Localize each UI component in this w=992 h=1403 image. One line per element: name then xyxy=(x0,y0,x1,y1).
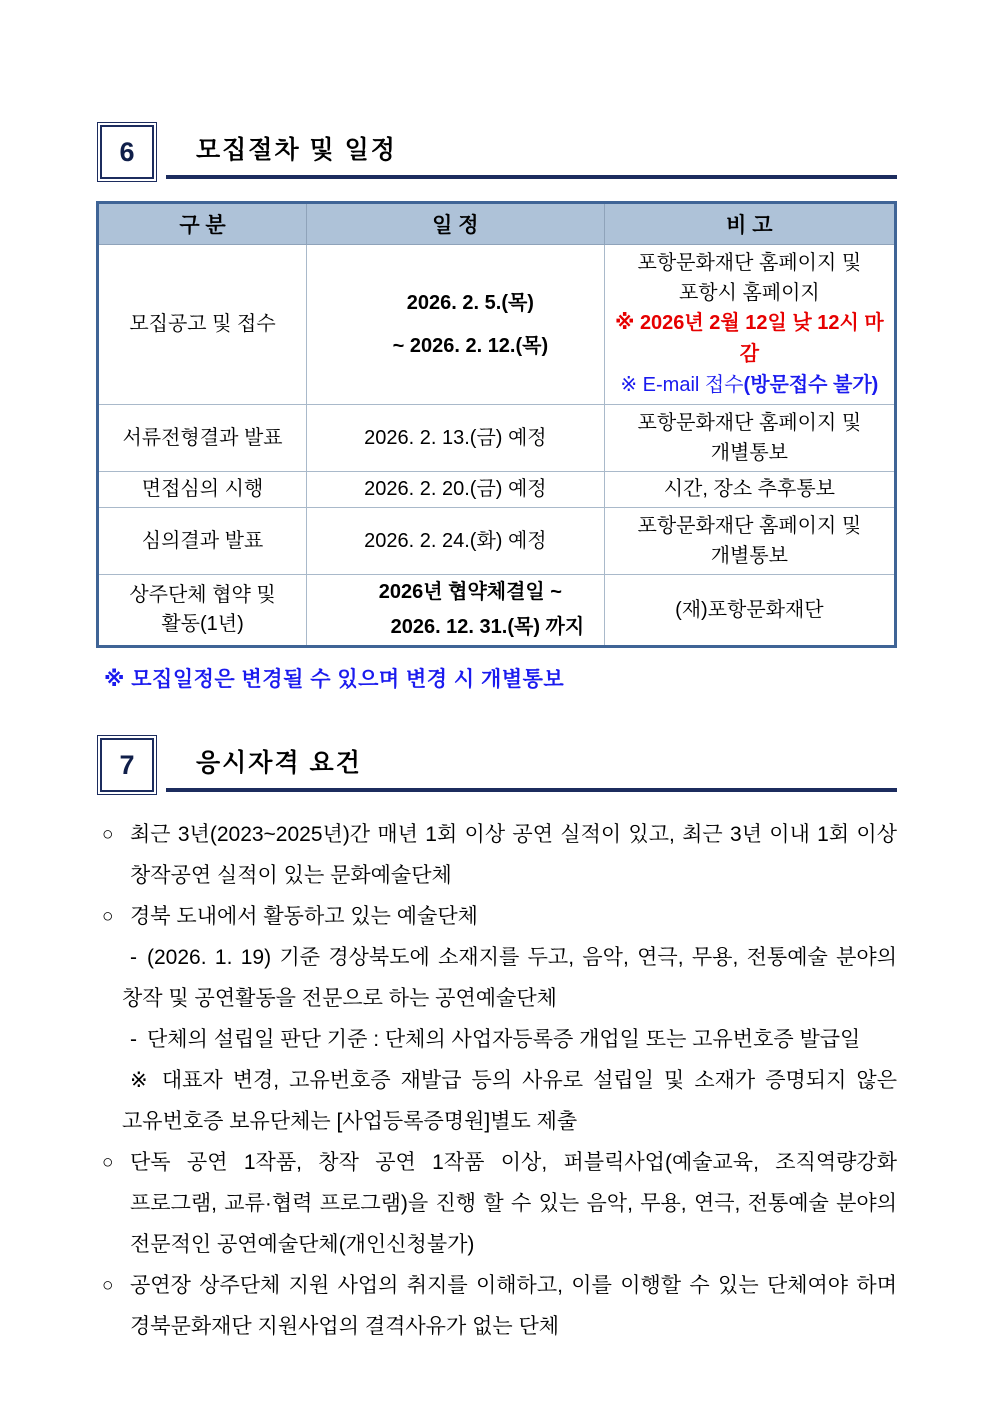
circle-bullet-icon: ○ xyxy=(102,1152,114,1173)
cell-category: 심의결과 발표 xyxy=(98,508,307,575)
cell-remark: (재)포항문화재단 xyxy=(604,575,895,647)
cell-category: 서류전형결과 발표 xyxy=(98,405,307,472)
section6-title-underline xyxy=(166,175,897,179)
deadline-alert: ※ 2026년 2월 12일 낮 12시 마감 xyxy=(614,312,884,365)
list-item-text: 단독 공연 1작품, 창작 공연 1작품 이상, 퍼블릭사업(예술교육, 조직역량강화 프로그램, 교류·협력 프로그램)을 진행 할 수 있는 음악, 무용, 연극, 전통예술 분야의 전문적인 공연예술단체(개인신청불가) xyxy=(130,1151,897,1256)
section7-title-wrap xyxy=(166,735,897,792)
dash-bullet-icon: - xyxy=(130,1028,137,1051)
cell-schedule: 2026. 2. 24.(화) 예정 xyxy=(307,508,605,575)
cell-category xyxy=(98,575,307,647)
section6-title: 모집절차 및 일정 xyxy=(196,136,397,164)
list-item xyxy=(96,814,897,896)
list-item-text: 대표자 변경, 고유번호증 재발급 등의 사유로 설립일 및 소재가 증명되지 않은 고유번호증 보유단체는 [사업등록증명원]별도 제출 xyxy=(122,1069,897,1133)
section6-number: 6 xyxy=(119,136,135,167)
column-header-remark: 비 고 xyxy=(604,203,895,245)
reference-mark-icon: ※ xyxy=(130,1069,152,1092)
column-header-schedule: 일 정 xyxy=(307,203,605,245)
list-item-text: 단체의 설립일 판단 기준 : 단체의 사업자등록증 개업일 또는 고유번호증 발급일 xyxy=(147,1028,861,1051)
cell-schedule: 2026. 2. 13.(금) 예정 xyxy=(307,405,605,472)
cell-schedule xyxy=(307,245,605,405)
schedule-end-date: ~ 2026. 2. 12.(목) xyxy=(392,334,549,357)
remark-line: 개별통보 xyxy=(710,545,788,567)
list-item-text: 공연장 상주단체 지원 사업의 취지를 이해하고, 이를 이행할 수 있는 단체여야 하며 경북문화재단 지원사업의 결격사유가 없는 단체 xyxy=(130,1274,897,1338)
eligibility-list xyxy=(96,814,897,1347)
cell-schedule xyxy=(307,575,605,647)
spacer xyxy=(96,693,897,735)
cell-remark xyxy=(604,245,895,405)
cell-category: 면접심의 시행 xyxy=(98,472,307,508)
category-line: 상주단체 협약 및 xyxy=(129,584,276,606)
column-header-category: 구 분 xyxy=(98,203,307,245)
list-subitem xyxy=(96,937,897,1019)
table-row-agreement xyxy=(98,575,896,647)
table-header-row xyxy=(98,203,896,245)
cell-category: 모집공고 및 접수 xyxy=(98,245,307,405)
section6-title-wrap xyxy=(166,122,897,179)
circle-bullet-icon: ○ xyxy=(102,1275,114,1296)
section6-header xyxy=(96,122,897,179)
list-item-text: (2026. 1. 19) 기준 경상북도에 소재지를 두고, 음악, 연극, 무용, 전통예술 분야의 창작 및 공연활동을 전문으로 하는 공연예술단체 xyxy=(122,946,897,1010)
schedule-start-date: 2026. 2. 5.(목) xyxy=(406,291,534,314)
list-subitem xyxy=(96,1019,897,1060)
remark-line: 포항문화재단 홈페이지 및 xyxy=(637,252,862,274)
email-notice: ※ E-mail 접수(방문접수 불가) xyxy=(620,374,879,396)
list-item xyxy=(96,1265,897,1347)
remark-line: 포항문화재단 홈페이지 및 xyxy=(637,412,862,434)
list-item xyxy=(96,1142,897,1265)
section7-header xyxy=(96,735,897,792)
schedule-table xyxy=(96,201,897,648)
cell-schedule: 2026. 2. 20.(금) 예정 xyxy=(307,472,605,508)
list-item xyxy=(96,896,897,937)
schedule-change-note: ※ 모집일정은 변경될 수 있으며 변경 시 개별통보 xyxy=(104,668,565,691)
table-row-final-result xyxy=(98,508,896,575)
cell-remark xyxy=(604,405,895,472)
agreement-start: 2026년 협약체결일 ~ xyxy=(378,581,562,603)
remark-line: 포항시 홈페이지 xyxy=(678,282,820,304)
list-note xyxy=(96,1060,897,1142)
remark-line: 포항문화재단 홈페이지 및 xyxy=(637,515,862,537)
remark-line: 개별통보 xyxy=(710,442,788,464)
list-item-text: 경북 도내에서 활동하고 있는 예술단체 xyxy=(130,905,478,928)
section7-number-box xyxy=(100,738,154,792)
list-item-text: 최근 3년(2023~2025년)간 매년 1회 이상 공연 실적이 있고, 최근 3년 이내 1회 이상 창작공연 실적이 있는 문화예술단체 xyxy=(130,823,897,887)
table-row-document-result xyxy=(98,405,896,472)
section7-number: 7 xyxy=(119,749,135,780)
cell-remark xyxy=(604,508,895,575)
circle-bullet-icon: ○ xyxy=(102,906,114,927)
category-line: 활동(1년) xyxy=(161,613,244,635)
document-content xyxy=(96,0,897,1347)
cell-remark: 시간, 장소 추후통보 xyxy=(604,472,895,508)
table-row-application xyxy=(98,245,896,405)
section7-title: 응시자격 요건 xyxy=(196,749,362,777)
table-row-interview xyxy=(98,472,896,508)
dash-bullet-icon: - xyxy=(130,946,137,969)
circle-bullet-icon: ○ xyxy=(102,824,114,845)
agreement-end: 2026. 12. 31.(목) 까지 xyxy=(390,616,585,638)
section6-number-box xyxy=(100,125,154,179)
section7-title-underline xyxy=(166,788,897,792)
